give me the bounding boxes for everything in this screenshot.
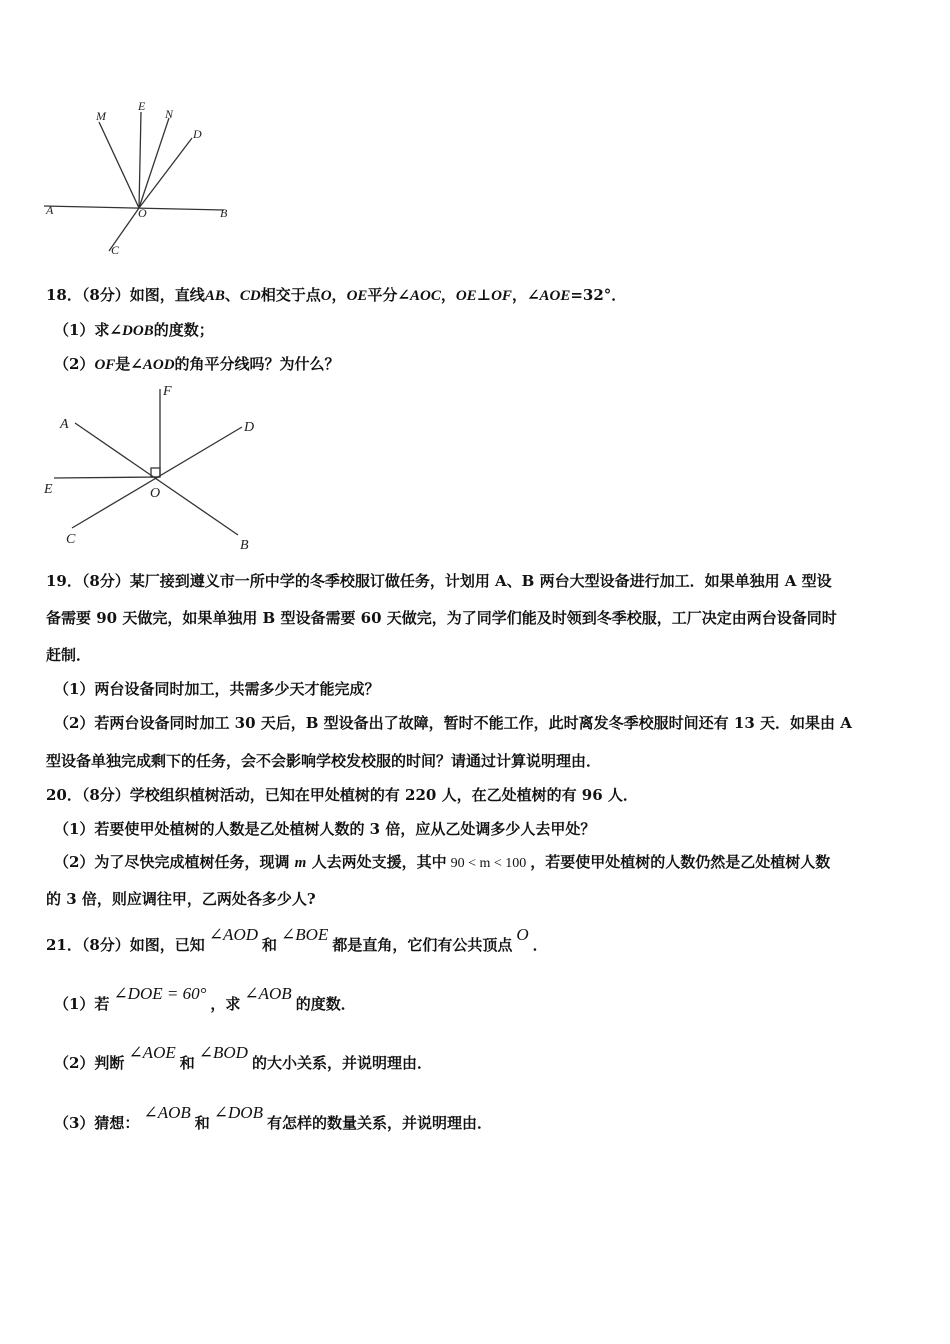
q18-title: 18．（8分）如图，直线AB、CD相交于点O，OE平分∠AOC，OE⊥OF，∠AOE=32°． [46,286,627,304]
label-c: C [111,243,120,257]
label-e: E [138,99,146,113]
q19-part2-line1: （2）若两台设备同时加工 30 天后，B 型设备出了故障，暂时不能工作，此时离发冬季校服时间还有 13 天．如果由 A [54,714,852,732]
label-c: C [66,532,76,547]
ray-om [99,122,139,208]
label-b: B [240,538,249,553]
q20-part1: （1）若要使甲处植树的人数是乙处植树人数的 3 倍，应从乙处调多少人去甲处？ [54,820,596,838]
label-a: A [46,203,54,217]
ray-oe [54,477,160,478]
q18-part1: （1）求∠DOB的度数； [54,321,214,339]
figure-2-intersecting-lines [40,383,270,553]
ray-on [139,118,169,208]
ray-od [139,138,192,208]
label-o: O [150,486,161,501]
line-ab [75,423,238,535]
q21-part2: （2）判断∠AOE和∠BOD的大小关系，并说明理由． [54,1043,432,1072]
label-e: E [44,482,53,497]
q19-part2-line2: 型设备单独完成剩下的任务，会不会影响学校发校服的时间？请通过计算说明理由． [46,752,602,770]
label-b: B [220,206,228,220]
q21-part1: （1）若∠DOE = 60°，求∠AOB的度数． [54,984,356,1013]
q20-line1: 20．（8分）学校组织植树活动，已知在甲处植树的有 220 人，在乙处植树的有 96 人． [46,786,638,804]
q20-part2-line1: （2）为了尽快完成植树任务，现调 m 人去两处支援，其中 90 < m < 100 ，若要使甲处植树的人数仍然是乙处植树人数 [54,853,831,871]
q19-line1: 19．（8分）某厂接到遵义市一所中学的冬季校服订做任务，计划用 A、B 两台大型设备进行加工．如果单独用 A 型设 [46,572,832,590]
label-f: F [163,384,172,399]
ray-oe [139,112,141,208]
q20-part2-line2: 的 3 倍，则应调往甲，乙两处各多少人? [46,890,316,908]
figure-1-rays [44,98,244,260]
math-m-range: 90 < m < 100 [450,856,527,871]
q21-title: 21．（8分）如图，已知∠AOD和∠BOE都是直角，它们有公共顶点O． [46,925,548,954]
q21-part3: （3）猜想：∠AOB和∠DOB有怎样的数量关系，并说明理由． [54,1103,492,1132]
q19-line2: 备需要 90 天做完，如果单独用 B 型设备需要 60 天做完，为了同学们能及时领到冬季校服，工厂决定由两台设备同时 [46,609,837,627]
label-d: D [193,127,202,141]
label-o: O [138,206,147,220]
q19-line3: 赶制． [46,646,92,664]
label-n: N [165,107,174,121]
line-ab [44,206,224,210]
q19-part1: （1）两台设备同时加工，共需多少天才能完成？ [54,680,380,698]
label-a: A [60,417,69,432]
label-m: M [96,109,106,123]
label-d: D [244,420,255,435]
q18-part2: （2）OF是∠AOD的角平分线吗？为什么？ [54,355,340,373]
